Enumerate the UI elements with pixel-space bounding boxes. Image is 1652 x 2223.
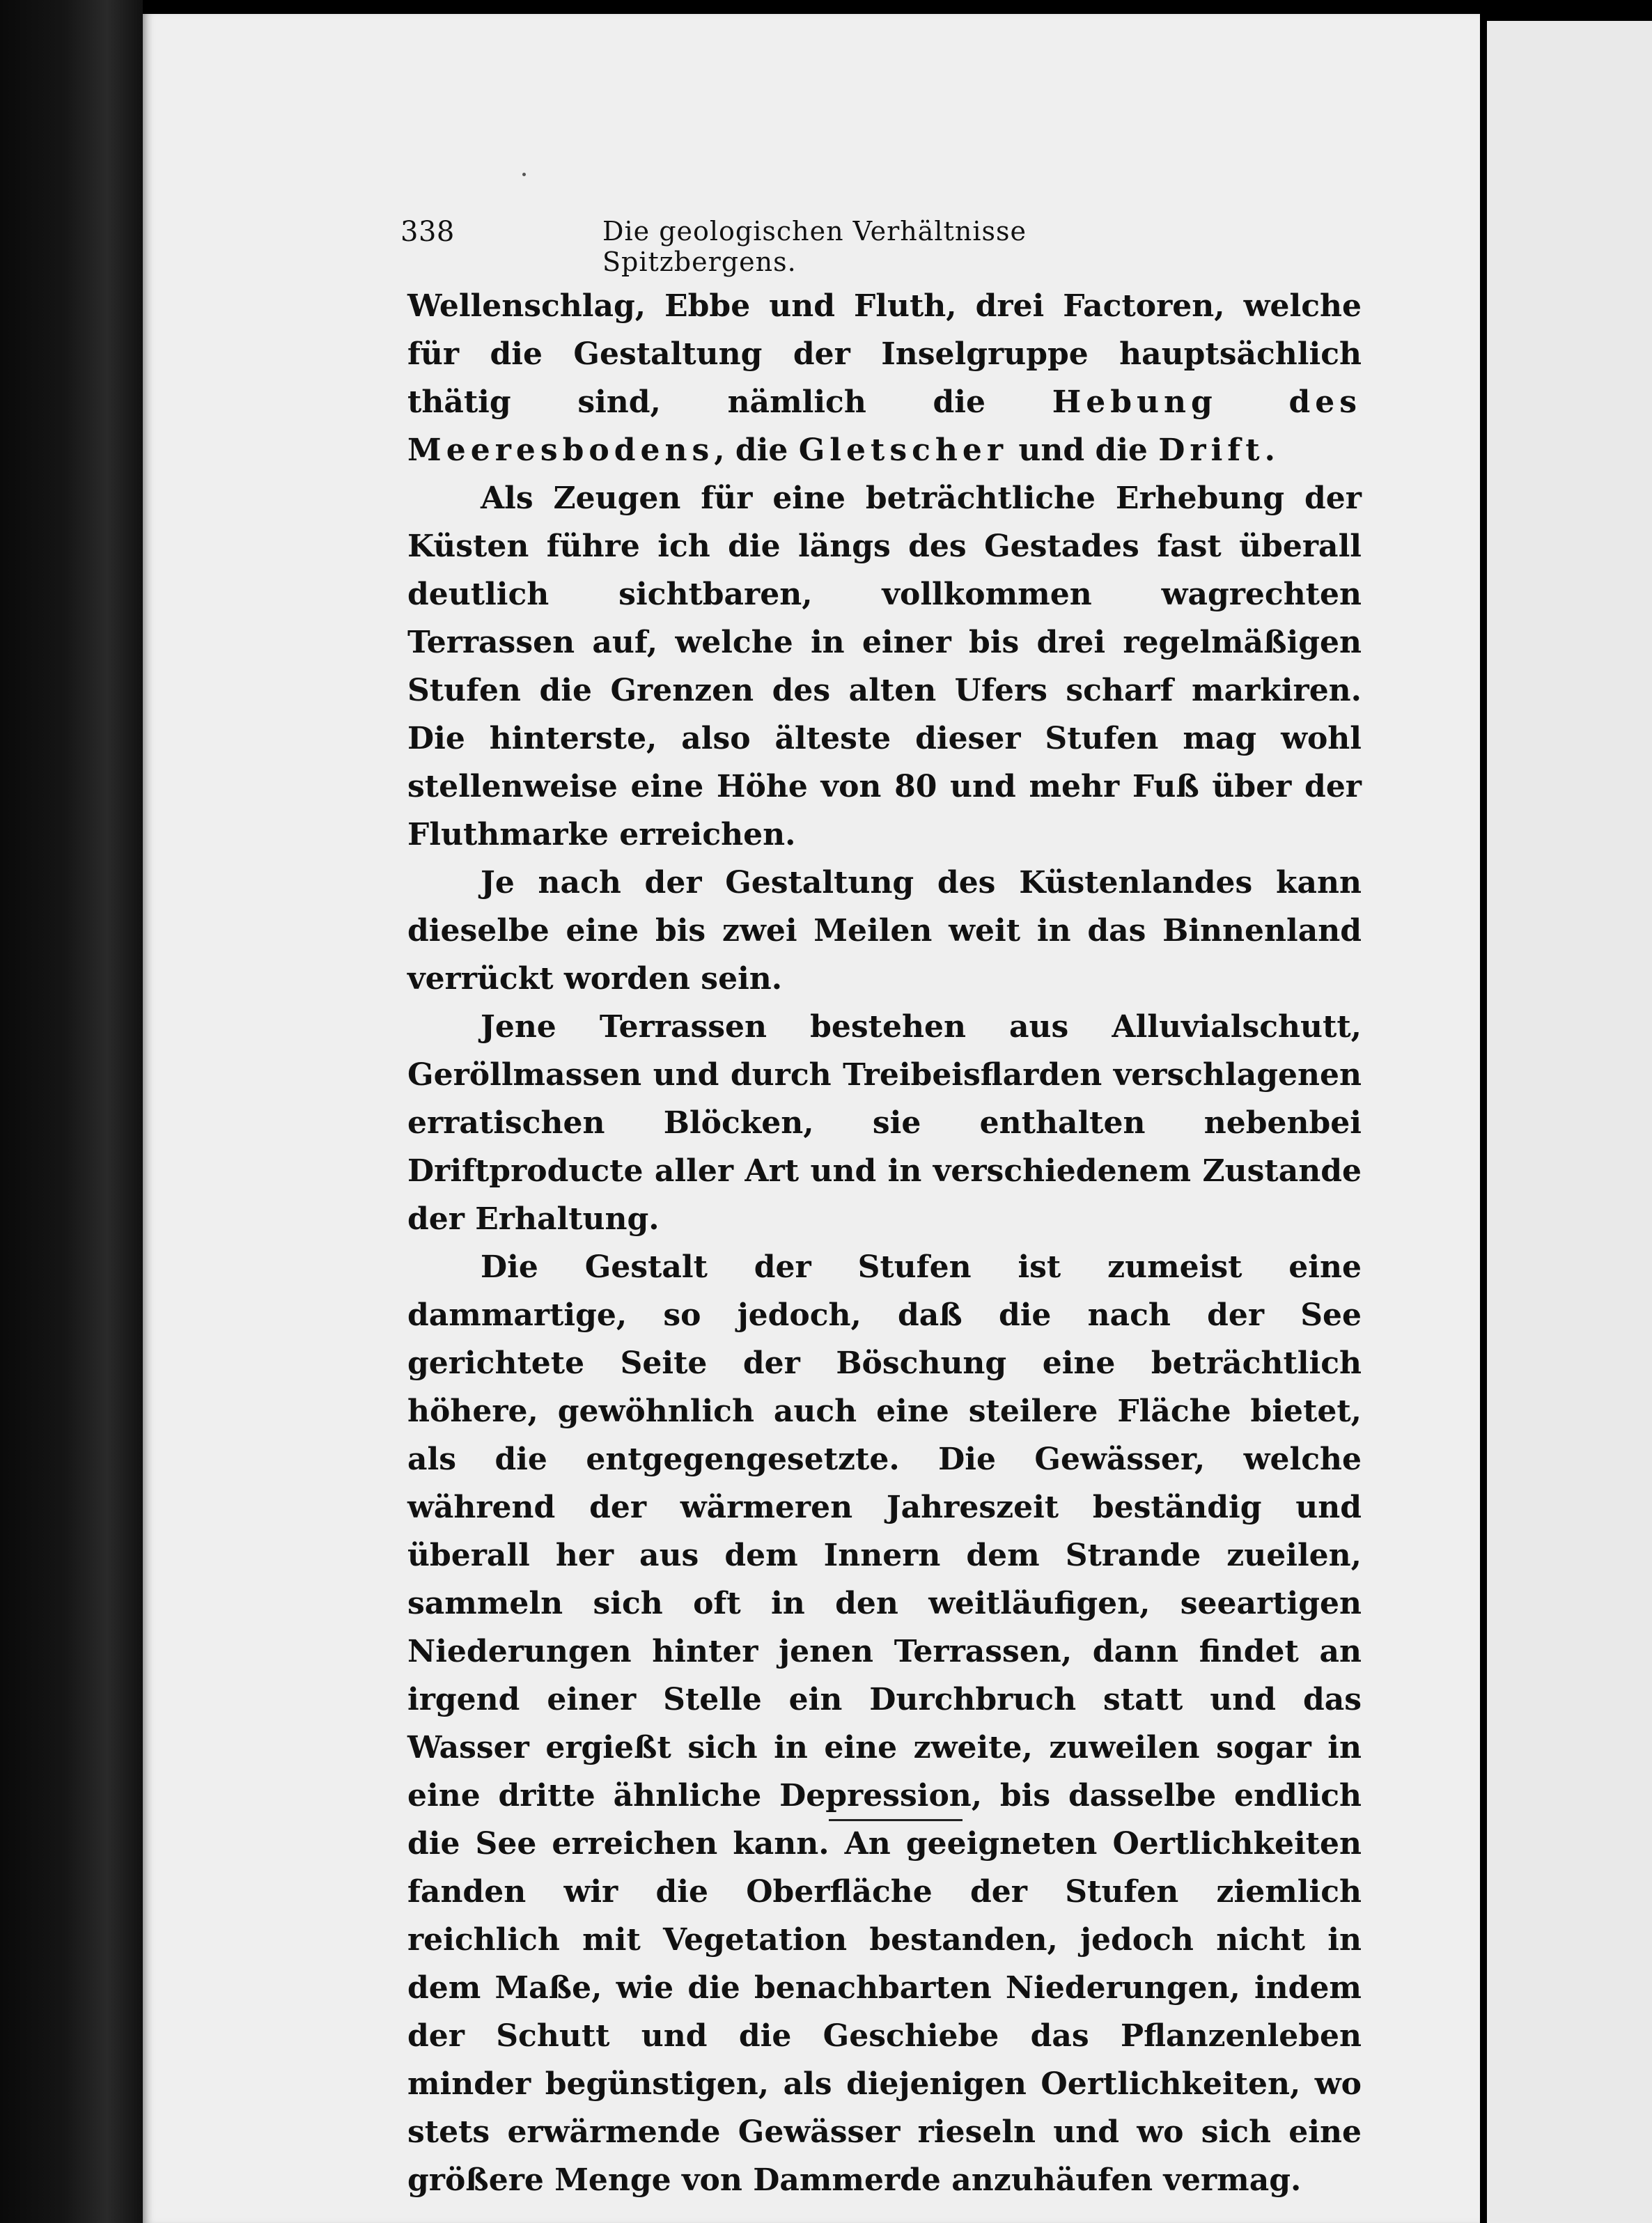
section-end-rule [829, 1819, 963, 1821]
spaced-term-drift: Drift [1158, 432, 1265, 468]
page-number: 338 [400, 216, 455, 248]
facing-page-edge [1487, 21, 1652, 2223]
paragraph-5: Die Gestalt der Stufen ist zumeist eine dammartige, so jedoch, daß die nach der See gerichtete Seite der Böschung eine beträchtlich höhere, gewöhnlich auch eine steilere Fläche bietet, als die entgegengesetzte. Die Gewässer, welche während der wärmeren Jahreszeit beständig und überall her aus dem Innern dem Strande zueilen, sammeln sich oft in den weitläufigen, seeartigen Niederungen hinter jenen Terrassen, dann findet an irgend einer Stelle ein Durchbruch statt und das Wasser ergießt sich in eine zweite, zuweilen sogar in eine dritte ähnliche Depression, bis dasselbe endlich die See erreichen kann. An geeigneten Oertlichkeiten fanden wir die Oberfläche der Stufen ziemlich reichlich mit Vegetation bestanden, jedoch nicht in dem Maße, wie die benachbarten Niederungen, indem der Schutt und die Geschiebe das Pflanzenleben minder begünstigen, als diejenigen Oertlichkeiten, wo stets erwärmende Gewässer rieseln und wo sich eine größere Menge von Dammerde anzuhäufen vermag. [407, 1249, 1362, 2198]
paragraph-1-text-d: . [1264, 432, 1275, 468]
body-text [407, 282, 1362, 2204]
paragraph-3: Je nach der Gestaltung des Küstenlandes kann dieselbe eine bis zwei Meilen weit in das Binnenland verrückt worden sein. [407, 865, 1362, 997]
paragraph-2: Als Zeugen für eine beträchtliche Erhebung der Küsten führe ich die längs des Gestades fast überall deutlich sichtbaren, vollkommen wagrechten Terrassen auf, welche in einer bis drei regelmäßigen Stufen die Grenzen des alten Ufers scharf markiren. Die hinterste, also älteste dieser Stufen mag wohl stellenweise eine Höhe von 80 und mehr Fuß über der Fluthmarke erreichen. [407, 481, 1362, 852]
paragraph-1-text-c: und die [1008, 432, 1159, 468]
paragraph-1 [407, 282, 1362, 474]
paragraph-1-text-b: , die [714, 432, 799, 468]
paragraph-1-text-a: Wellenschlag, Ebbe und Fluth, drei Factoren, welche für die Gestaltung der Inselgruppe hauptsächlich thätig sind, nämlich die [407, 288, 1362, 420]
running-title: Die geologischen Verhältnisse Spitzbergens. [602, 216, 1027, 277]
paragraph-4: Jene Terrassen bestehen aus Alluvialschutt, Geröllmassen und durch Treibeisflarden verschlagenen erratischen Blöcken, sie enthalten nebenbei Driftproducte aller Art und in verschiedenem Zustande der Erhaltung. [407, 1009, 1362, 1237]
spaced-term-gletscher: Gletscher [798, 432, 1008, 468]
page-header [400, 216, 1142, 277]
spaced-term-hebung: Hebung des Meeresbodens [407, 384, 1362, 468]
book-spine-shadow [0, 0, 143, 2223]
speck-mark [522, 173, 526, 176]
